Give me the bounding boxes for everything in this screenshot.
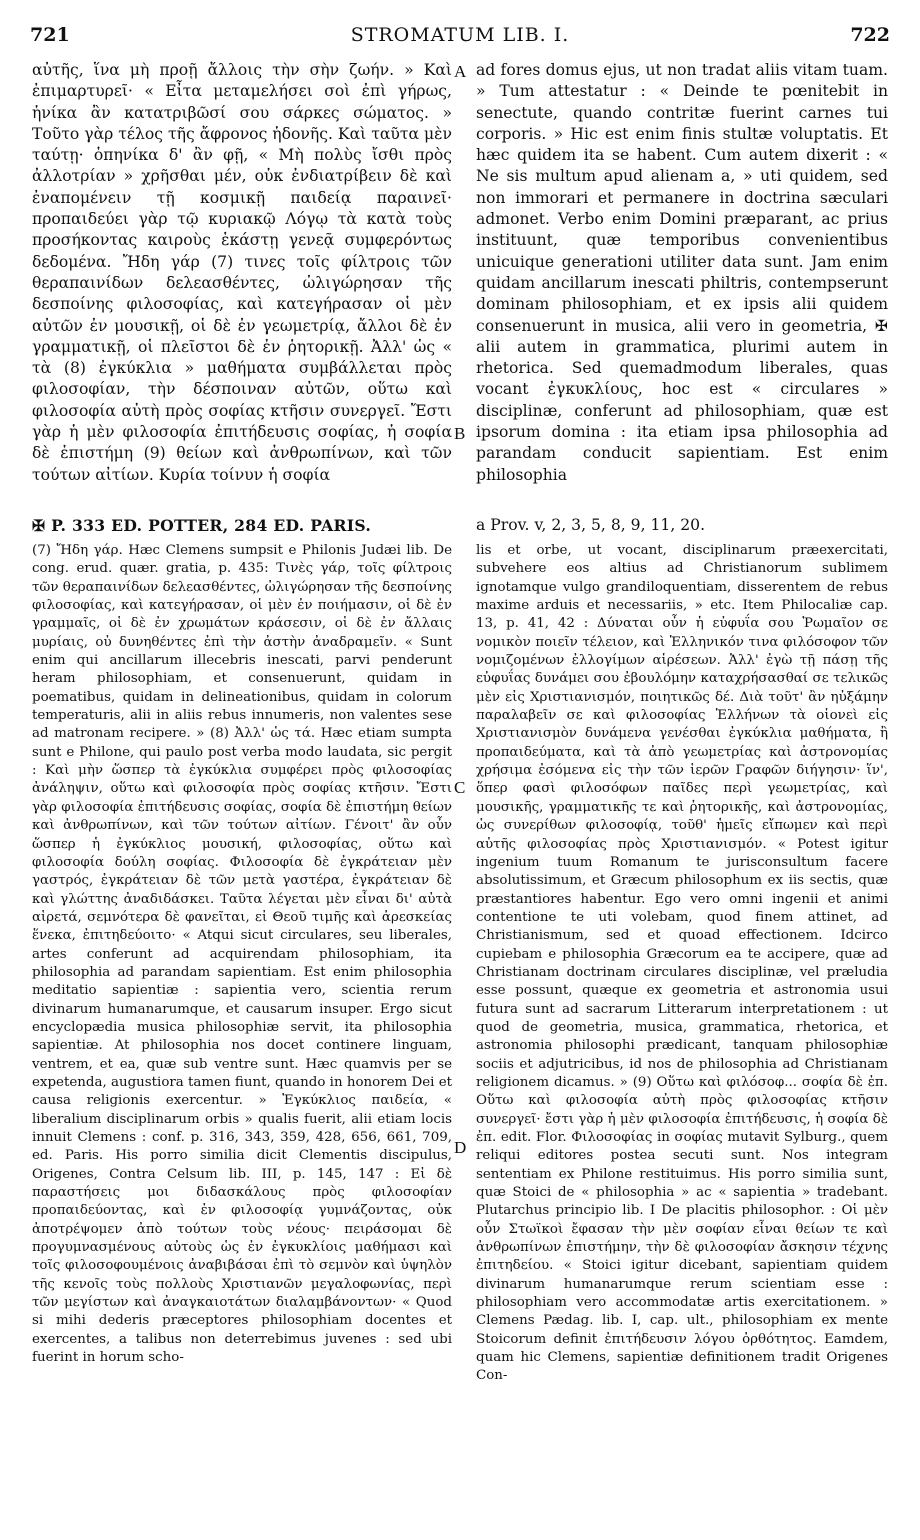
margin-letter-b: B [454, 424, 466, 443]
main-text-greek [32, 60, 452, 510]
margin-letter-d: D [454, 1138, 467, 1157]
page-number-right: 722 [850, 24, 890, 46]
running-title: STROMATUM LIB. I. [350, 24, 570, 46]
page-header [30, 8, 890, 48]
footnote-text: (7) Ἤδη γάρ. Hæc Clemens sumpsit e Philonis Judæi lib. De cong. erud. quær. gratia, p. 435: Τινὲς γάρ, τοῖς φίλτροις τῶν θεραπαινίδων δελεασθέντες, ὠλιγώρησαν τῆς δεσποίνης φιλοσοφίας, καὶ κατεγήρασαν, οἱ μὲν ἐν ποιήμασιν, οἱ δὲ ἐν γραμμαῖς, οἱ δὲ ἐν χρωμάτων κράσεσιν, οἱ δὲ ἐν ἄλλαις μυρίαις, οὐ δυνηθέντες ἐπὶ τὴν ἀστὴν ἀναδραμεῖν. « Sunt enim qui ancillarum illecebris inescati, parvi penderunt heram philosophiam, et consenuerunt, quidam in poematibus, quidam in delineationibus, quidam in colorum temperaturis, alii in aliis rebus innumeris, non valentes sese ad matronam recipere. » (8) Ἀλλ' ὡς τά. Hæc etiam sumpta sunt e Philone, qui paulo post verba modo laudata, sic pergit : Καὶ μὴν ὥσπερ τὰ ἐγκύκλια συμφέρει πρὸς φιλοσοφίας ἀνάληψιν, οὕτω καὶ φιλοσοφία πρὸς σοφίας κτῆσιν. Ἔστι γὰρ φιλοσοφία ἐπιτήδευσις σοφίας, σοφία δὲ ἐπιστήμη θείων καὶ ἀνθρωπίνων, καὶ τῶν τούτων αἰτίων. Γένοιτ' ἂν οὖν ὥσπερ ἡ ἐγκύκλιος μουσική, φιλοσοφίας, οὕτω καὶ φιλοσοφία δούλη σοφίας. Φιλοσοφία δὲ ἐγκράτειαν μὲν γαστρός, ἐγκράτειαν δὲ τῶν μετὰ γαστέρα, ἐγκράτειαν δὲ καὶ γλώττης ἀναδιδάσκει. Ταῦτα λέγεται μὲν εἶναι δι' αὐτὰ αἱρετά, σεμνότερα δὲ φανεῖται, εἰ Θεοῦ τιμῆς καὶ ἀρεσκείας ἕνεκα, ἐπιτηδεύοιτο· « Atqui sicut circulares, seu liberales, artes conferunt ad acquirendam philosophiam, ita philosophia ad parandam sapientiam. Est enim philosophia meditatio sapientiæ : sapientia vero, scientia rerum divinarum humanarumque, et causarum insuper. Ergo sicut encyclopædia musica philosophiæ servit, ita philosophia sapientiæ. At philosophia nos docet continere linguam, ventrem, et ea, quæ sub ventre sunt. Hæc quamvis per se expetenda, augustiora tamen fiunt, quando in honorem Dei et causa religionis exercentur. » Ἐγκύκλιος παιδεία, « liberalium disciplinarum orbis » qualis fuerit, alii etiam locis innuit Clemens : conf. p. 316, 343, 359, 428, 656, 661, 709, ed. Paris. His porro similia dicit Clementis discipulus, Origenes, Contra Celsum lib. III, p. 145, 147 : Εἰ δὲ παραστήσεις μοι διδασκάλους πρὸς φιλοσοφίαν προπαιδεύοντας, καὶ ἐν φιλοσοφίᾳ γυμνάζοντας, οὐκ ἀποτρέψομεν ἀπὸ τούτων τοὺς νέους· πειράσομαι δὲ προγυμνασμένους αὐτοὺς ὡς ἐν ἐγκυκλίοις μαθήμασι καὶ τοῖς φιλοσοφουμένοις ἀναβιβάσαι ἐπὶ τὸ σεμνὸν καὶ ὑψηλὸν τῆς κενοῖς τοὺς πολλοὺς Χριστιανῶν μεγαλοφωνίας, περὶ τῶν μεγίστων καὶ ἀναγκαιοτάτων διαλαμβάνοντων· « Quod si mihi dederis præceptores philosophiam docentes et exercentes, a talibus non deterrebimus juvenes : sed ubi fuerint in horum scho- [32, 543, 452, 1366]
latin-paragraph: ad fores domus ejus, ut non tradat aliis vitam tuam. » Tum attestatur : « Deinde te pœnitebit in senectute, quando contritæ fuerint carnes tui corporis. » Hic est enim finis stultæ voluptatis. Et hæc quidem ita se habent. Cum autem dixerit : « Ne sis multum apud alienam a, » uti quidem, sed non immorari et permanere in doctrina sæculari admonet. Verbo enim Domini præparant, ac prius instituunt, quæ temporibus convenientibus unicuique generationi utiliter data sunt. Jam enim quidam ancillarum inescati philtris, contempserunt dominam philosophiam, et ex ipsis alii quidem consenuerunt in musica, alii vero in geometria, ✠ alii autem in grammatica, plurimi autem in rhetorica. Sed quemadmodum liberales, quas vocant ἐγκυκλίους, hoc est « circulares » disciplinæ, conferunt ad philosophiam, quæ est ipsorum domina : ita etiam ipsa philosophia ad parandam conducit sapientiam. Est enim philosophia [476, 61, 888, 484]
footnotes-right [476, 542, 888, 1532]
edition-line: ✠ P. 333 ED. POTTER, 284 ED. PARIS. [32, 516, 372, 535]
margin-letter-a: A [454, 62, 467, 81]
footnotes-left [32, 542, 452, 1532]
page-number-left: 721 [30, 24, 70, 46]
main-text-latin [476, 60, 888, 510]
footnote-text: lis et orbe, ut vocant, disciplinarum præexercitati, subvehere eos altius ad Christianorum sublimem ignotamque vulgo grandiloquentiam, disserentem de rebus maxime arduis et necessariis, » etc. Item Philocaliæ cap. 13, p. 41, 42 : Δύναται οὖν ἡ εὐφυΐα σου Ῥωμαῖον σε νομικὸν ποιεῖν τέλειον, καὶ Ἑλληνικόν τινα φιλόσοφον τῶν νομιζομένων ἐλλογίμων αἱρέσεων. Ἀλλ' ἐγὼ τῇ πάσῃ τῆς εὐφυΐας δυνάμει σου ἐβουλόμην καταχρήσασθαί σε τελικῶς μὲν εἰς Χριστιανισμόν, ποιητικῶς δέ. Διὰ τοῦτ' ἂν ηὐξάμην παραλαβεῖν σε καὶ φιλοσοφίας Ἑλλήνων τὰ οἱονεὶ εἰς Χριστιανισμὸν δυνάμενα γενέσθαι ἐγκύκλια μαθήματα, ἢ προπαιδεύματα, καὶ τὰ ἀπὸ γεωμετρίας καὶ ἀστρονομίας χρήσιμα ἐσόμενα εἰς τὴν τῶν ἱερῶν Γραφῶν διήγησιν· ἵν', ὅπερ φασὶ φιλοσόφων παῖδες περὶ γεωμετρίας, καὶ μουσικῆς, γραμματικῆς τε καὶ ῥητορικῆς, καὶ ἀστρονομίας, ὡς συνερίθων φιλοσοφίᾳ, τοῦθ' ἡμεῖς εἴπωμεν καὶ περὶ αὐτῆς φιλοσοφίας πρὸς Χριστιανισμόν. « Potest igitur ingenium tuum Romanum te jurisconsultum facere absolutissimum, et Græcum philosophum ex iis sectis, quæ præstantiores habentur. Ego vero omni ingenii et animi contentione te uti volebam, quod finem attinet, ad Christianismum, sed et quoad effectionem. Idcirco cupiebam e philosophia Græcorum ea te accipere, quæ ad Christianam doctrinam circulares disciplinæ, vel præludia esse possunt, quæque ex geometria et astronomia usui futura sunt ad sacrarum Litterarum interpretationem : ut quod de geometria, musica, grammatica, rhetorica, et astronomia philosophi prædicant, tanquam philosophiæ sociis et adjutricibus, id nos de philosophia ad Christianam religionem dicamus. » (9) Οὕτω καὶ φιλόσοφ... σοφία δὲ ἐπ. Οὕτω καὶ φιλοσοφία αὐτὴ πρὸς φιλοσοφίας κτῆσιν συνεργεῖ· ἔστι γὰρ ἡ μὲν φιλοσοφία ἐπιτήδευσις, ἡ σοφία δὲ ἐπ. edit. Flor. Φιλοσοφίας in σοφίας mutavit Sylburg., quem reliqui editores postea secuti sunt. Nos integram sententiam ex Philone restituimus. His porro similia sunt, quæ Stoici de « philosophia » ac « sapientia » tradebant. Plutarchus principio lib. I De placitis philosophor. : Οἱ μὲν οὖν Στωϊκοὶ ἔφασαν τὴν μὲν σοφίαν εἶναι θείων τε καὶ ἀνθρωπίνων ἐπιστήμην, τὴν δὲ φιλοσοφίαν ἄσκησιν τέχνης ἐπιτηδείου. « Stoici igitur dicebant, sapientiam quidem divinarum humanarumque rerum scientiam esse : philosophiam vero accommodatæ artis exercitationem. » Clemens Pædag. lib. I, cap. ult., philosophiam ex mente Stoicorum definit ἐπιτήδευσιν λόγου ὀρθότητος. Eamdem, quam hic Clemens, sapientiæ definitionem tradit Origenes Con- [476, 543, 888, 1384]
greek-paragraph: αὐτῆς, ἵνα μὴ προῇ ἄλλοις τὴν σὴν ζωήν. » Καὶ ἐπιμαρτυρεῖ· « Εἶτα μεταμελήσει σοὶ ἐπὶ γήρως, ἡνίκα ἂν κατατριβῶσί σου σάρκες σώματος. » Τοῦτο γὰρ τέλος τῆς ἄφρονος ἡδονῆς. Καὶ ταῦτα μὲν ταύτῃ· ὁπηνίκα δ' ἂν φῇ, « Μὴ πολὺς ἴσθι πρὸς ἀλλοτρίαν » χρῆσθαι μέν, οὐκ ἐνδιατρίβειν δὲ καὶ ἐναπομένειν τῇ κοσμικῇ παιδείᾳ παραινεῖ· προπαιδεύει γὰρ τῷ κυριακῷ Λόγῳ τὰ κατὰ τοὺς προσήκοντας καιροὺς ἑκάστῃ γενεᾷ συμφερόντως δεδομένα. Ἤδη γάρ (7) τινες τοῖς φίλτροις τῶν θεραπαινίδων δελεασθέντες, ὠλιγώρησαν τῆς δεσποίνης φιλοσοφίας, καὶ κατεγήρασαν οἱ μὲν αὐτῶν ἐν μουσικῇ, οἱ δὲ ἐν γεωμετρίᾳ, ἄλλοι δὲ ἐν γραμματικῇ, οἱ πλεῖστοι δὲ ἐν ῥητορικῇ. Ἀλλ' ὡς « τὰ (8) ἐγκύκλια » μαθήματα συμβάλλεται πρὸς φιλοσοφίαν, τὴν δέσποιναν αὐτῶν, οὕτω καὶ φιλοσοφία αὐτὴ πρὸς σοφίας κτῆσιν συνεργεῖ. Ἔστι γὰρ ἡ μὲν φιλοσοφία ἐπιτήδευσις σοφίας, ἡ σοφία δὲ ἐπιστήμη (9) θείων καὶ ἀνθρωπίνων, καὶ τῶν τούτων αἰτίων. Κυρία τοίνυν ἡ σοφία [32, 61, 452, 484]
margin-letter-c: C [454, 778, 466, 797]
scripture-reference: a Prov. v, 2, 3, 5, 8, 9, 11, 20. [476, 516, 706, 534]
